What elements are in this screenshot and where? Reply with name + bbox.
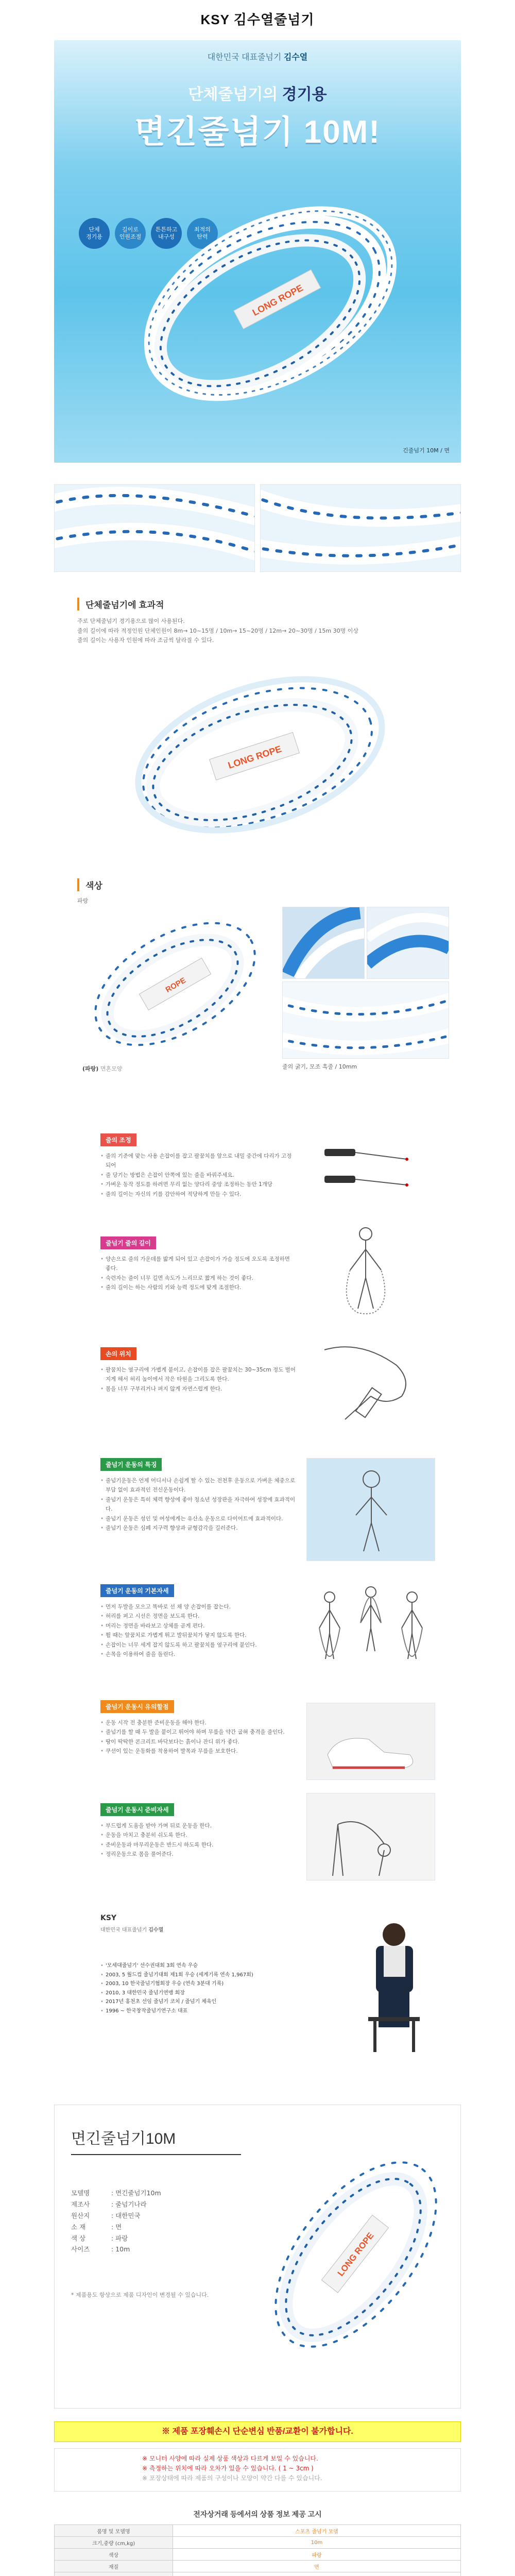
notice-table-row xyxy=(55,2537,461,2549)
rope-bundle-image xyxy=(124,649,391,866)
notice-table-row xyxy=(55,2525,461,2537)
product-title: 면긴줄넘기10M xyxy=(71,2130,176,2147)
notice-key: 재질 xyxy=(55,2561,173,2572)
notice-table-title: 전자상거래 등에서의 상품 정보 제공 고시 xyxy=(193,2510,322,2518)
product-info-card xyxy=(54,2105,461,2409)
spec-row: 원산지 : 대한민국 xyxy=(71,2211,141,2219)
guide-tag-cautions: 줄넘기 운동시 유의할점 xyxy=(100,1700,174,1713)
guide-item: • 운동 시작 전 충분한 준비운동을 해야 한다. xyxy=(100,1718,296,1727)
guide-block-adjust xyxy=(100,1133,296,1199)
guide-item: • 운동을 마치고 충분히 쉬도록 한다. xyxy=(100,1831,296,1840)
notice-key xyxy=(55,2572,173,2576)
guide-item: • 양손으로 줄의 가운데를 밟게 되어 있고 손잡이가 가슴 정도에 오도록 조정하면 좋다. xyxy=(100,1255,296,1274)
spec-row: 소 재 : 면 xyxy=(71,2223,122,2231)
product-rope-image xyxy=(258,2121,454,2388)
hand-grip-illustration xyxy=(314,1334,427,1422)
detail-photo-1 xyxy=(282,907,365,979)
guide-item: • 줄의 길이는 자신의 키를 감안하여 적당하게 만들 수 있다. xyxy=(100,1190,296,1199)
hero-caption: 긴줄넘기 10M / 면 xyxy=(403,447,450,454)
notice-value: 면 xyxy=(173,2561,461,2572)
guide-item: • 준비운동과 마무리운동은 반드시 하도록 한다. xyxy=(100,1840,296,1850)
hero-champion-text: 대한민국 대표줄넘기 김수열 xyxy=(207,53,308,62)
guide-tag-length: 줄넘기 줄의 길이 xyxy=(100,1236,156,1249)
brand-logo xyxy=(0,9,515,28)
color-sub: 파랑 xyxy=(77,897,89,904)
guide-item: • 정리운동으로 몸을 풀어준다. xyxy=(100,1850,296,1859)
guide-block-cautions xyxy=(100,1700,296,1756)
guide-item: • 줄넘기를 할 때 두 발을 붙이고 뛰어야 하며 무릎을 약간 굽혀 충격을 줄인다. xyxy=(100,1727,296,1737)
rope-coil-image xyxy=(121,174,409,437)
brand-mark: KSY 김수열줄넘기 xyxy=(200,12,315,27)
handle-diagram xyxy=(309,1139,422,1195)
closeup-photo-left xyxy=(54,484,255,572)
notice-value: 스포츠 줄넘기 모델 xyxy=(173,2525,461,2537)
feature-badge-4: 최적의 탄력 xyxy=(187,218,218,249)
guide-item: • 몸을 너무 구부리거나 펴지 않게 자연스럽게 한다. xyxy=(100,1384,296,1394)
color-photo-blue xyxy=(77,907,276,1077)
spec-row: 사이즈 : 10m xyxy=(71,2245,130,2253)
guide-item: • 줄넘기운동은 언제 어디서나 손쉽게 할 수 있는 전천후 운동으로 가벼운 체중으로 부담 없이 효과적인 전신운동이다. xyxy=(100,1476,296,1495)
spec-row: 색 상 : 파랑 xyxy=(71,2234,128,2242)
svg-text:LONG ROPE: LONG ROPE xyxy=(335,2230,376,2278)
color-section xyxy=(77,878,448,906)
guide-item: • 숙련자는 줄이 너무 길면 속도가 느리므로 짧게 하는 것이 좋다. xyxy=(100,1274,296,1283)
guide-item: • 머리는 정면을 바라보고 상체를 곧게 편다. xyxy=(100,1621,296,1631)
guide-item: • 땅이 딱딱한 콘크리트 바닥보다는 흙이나 잔디 위가 좋다. xyxy=(100,1737,296,1747)
guide-item: • 허리를 펴고 시선은 정면을 보도록 한다. xyxy=(100,1612,296,1621)
guide-tag-prep: 줄넘기 운동시 준비자세 xyxy=(100,1803,174,1816)
product-note: * 제품용도 항상으로 제품 디자인이 변경될 수 있습니다. xyxy=(71,2292,209,2298)
svg-text:ROPE: ROPE xyxy=(164,976,187,995)
profile-item: • '모세대줄넘기' 선수권대회 3회 연속 우승 xyxy=(100,1961,332,1971)
notice-line: ※ 모니터 사양에 따라 실제 상품 색상과 다르게 보일 수 있습니다. xyxy=(142,2455,318,2462)
guide-block-hand xyxy=(100,1347,296,1394)
sneakers-photo xyxy=(306,1703,435,1780)
guide-item: • 줄넘기 운동은 특히 체력 향상에 좋아 청소년 성장판을 자극하여 성장에 효과적이다. xyxy=(100,1495,296,1514)
product-spec-list xyxy=(71,2188,161,2255)
guide-item: • 가벼운 동작 정도를 하려면 무리 없는 양다리 중앙 조정하는 동안 1개당 xyxy=(100,1180,296,1189)
svg-text:LONG ROPE: LONG ROPE xyxy=(227,743,283,771)
detail-photo-3 xyxy=(282,981,449,1059)
guide-block-posture xyxy=(100,1584,296,1659)
guide-item: • 줄넘기 운동은 성인 및 여성에게는 유산소 운동으로 다이어트에 효과적이다. xyxy=(100,1514,296,1523)
guide-block-length xyxy=(100,1236,296,1293)
feature-badge-2: 길이로 인원조절 xyxy=(115,218,146,249)
notice-line: ※ 포장상태에 따라 제품의 구성이나 모양이 약간 다를 수 있습니다. xyxy=(142,2475,322,2482)
standing-figure-illustration xyxy=(319,1221,412,1319)
guide-item: • 줄의 길이는 하는 사람의 키와 능력 정도에 맞게 조절한다. xyxy=(100,1283,296,1292)
return-warning-banner: ※ 제품 포장훼손시 단순변심 반품/교환이 불가합니다. xyxy=(54,2421,461,2442)
notice-table-row xyxy=(55,2561,461,2572)
effect-desc-1: 주로 단체줄넘기 경기용으로 많이 사용된다. xyxy=(77,618,185,624)
detail-photo-2 xyxy=(367,907,449,979)
guide-item: • 줄의 기준에 맞는 사용 손잡이를 잡고 팔꿈치를 앞으로 내밀 중간에 다리가 고정되어 xyxy=(100,1151,296,1171)
guide-item: • 부드럽게 도움을 받아 가며 뒤로 운동을 한다. xyxy=(100,1821,296,1831)
effect-section xyxy=(77,598,448,646)
notice-table-row xyxy=(55,2572,461,2576)
jumping-woman-photo xyxy=(306,1458,435,1561)
guide-item: • 먼저 두발을 모으고 똑바로 선 채 양 손잡이를 잡는다. xyxy=(100,1602,296,1612)
guide-block-features xyxy=(100,1458,296,1533)
guide-item: • 줄 당기는 방법은 손잡이 안쪽에 있는 줄을 바꿔주세요. xyxy=(100,1171,296,1180)
notice-key: 품명 및 모델명 xyxy=(55,2525,173,2537)
hero-banner xyxy=(54,40,461,463)
notice-key: 크기,중량 (cm,kg) xyxy=(55,2537,173,2549)
guide-item: • 줄넘기 운동은 심폐 지구력 향상과 균형감각을 길러준다. xyxy=(100,1523,296,1533)
stretching-photo xyxy=(306,1793,435,1880)
detail-caption: 줄의 굵기, 모조 흑줄 / 10mm xyxy=(282,1063,357,1070)
notice-table-row xyxy=(55,2549,461,2561)
notice-value: 10m xyxy=(173,2537,461,2549)
feature-badge-3: 튼튼하고 내구성 xyxy=(151,218,182,249)
guide-item: • 쿠션이 있는 운동화를 착용하여 발목과 무릎을 보호한다. xyxy=(100,1747,296,1756)
guide-tag-adjust: 줄의 조정 xyxy=(100,1133,136,1146)
guide-item: • 뛸 때는 앞꿈치로 가볍게 뛰고 발뒤꿈치가 닿지 않도록 한다. xyxy=(100,1631,296,1640)
guide-item: • 팔꿈치는 옆구리에 가볍게 붙이고, 손잡이를 잡은 팔꿈치는 30~35cm 정도 벌어지게 해서 허리 높이에서 작은 타원을 그리도록 한다. xyxy=(100,1365,296,1384)
notice-value: 파랑 xyxy=(173,2549,461,2561)
closeup-photo-right xyxy=(260,484,461,572)
profile-item: • 2003, 5 월드컵 줄넘기대회 제1회 우승 (세계기록 연속 1,967회) xyxy=(100,1971,332,1980)
guide-tag-features: 줄넘기 운동의 특징 xyxy=(100,1458,162,1471)
guide-item: • 손목을 이용하여 줄을 돌린다. xyxy=(100,1650,296,1659)
effect-desc-2: 줄의 길이에 따라 적정인원 단체인원이 8m→ 10~15명 / 10m→ 15~20명 / 12m→ 20~30명 / 15m 30명 이상 xyxy=(77,627,358,634)
svg-text:LONG ROPE: LONG ROPE xyxy=(250,282,305,318)
notice-box xyxy=(54,2448,461,2492)
product-notice-table xyxy=(54,2524,461,2576)
profile-item: • 2010, 3 대한민국 줄넘기연맹 회장 xyxy=(100,1989,332,1998)
guide-item: • 손잡이는 너무 세게 잡지 않도록 하고 팔꿈치를 옆구리에 붙인다. xyxy=(100,1640,296,1650)
guide-tag-posture: 줄넘기 운동의 기본자세 xyxy=(100,1584,174,1597)
profile-item: • 2003, 10 한국줄넘기협회장 우승 (연속 3분대 기록) xyxy=(100,1979,332,1989)
profile-section xyxy=(100,1914,332,2015)
profile-item: • 2017년 홍천초 선임 줄넘기 코치 / 줄넘기 체육인 xyxy=(100,1997,332,2007)
profile-title: 대한민국 대표줄넘기 김수열 xyxy=(100,1927,164,1933)
jump-sequence-illustration xyxy=(304,1582,438,1685)
notice-value xyxy=(173,2572,461,2576)
spec-row: 제조사 : 줄넘기나라 xyxy=(71,2200,147,2208)
instructor-photo xyxy=(353,1914,438,2058)
effect-desc-3: 줄의 길이는 사용자 인원에 따라 조금씩 달라질 수 있다. xyxy=(77,637,214,644)
color-photo-label: (파랑) 면혼모양 xyxy=(82,1065,123,1072)
notice-line: ※ 측정하는 위치에 따라 오차가 있을 수 있습니다. ( 1 ~ 3cm ) xyxy=(142,2465,314,2472)
color-title: 색상 xyxy=(77,878,448,891)
spec-row: 모델명 : 면긴줄넘기10m xyxy=(71,2189,161,2197)
guide-tag-hand: 손의 위치 xyxy=(100,1347,136,1360)
profile-item: • 1996 ~ 한국창작줄넘기연구소 대표 xyxy=(100,2007,332,2016)
divider xyxy=(71,2154,241,2155)
hero-subtitle: 단체줄넘기의 경기용 xyxy=(188,86,327,103)
hero-title: 면긴줄넘기 10M! xyxy=(134,114,381,150)
guide-block-prep xyxy=(100,1803,296,1859)
notice-key: 색상 xyxy=(55,2549,173,2561)
effect-title: 단체줄넘기에 효과적 xyxy=(77,598,448,611)
feature-badge-1: 단체 경기용 xyxy=(79,218,110,249)
profile-logo: KSY xyxy=(100,1914,117,1922)
